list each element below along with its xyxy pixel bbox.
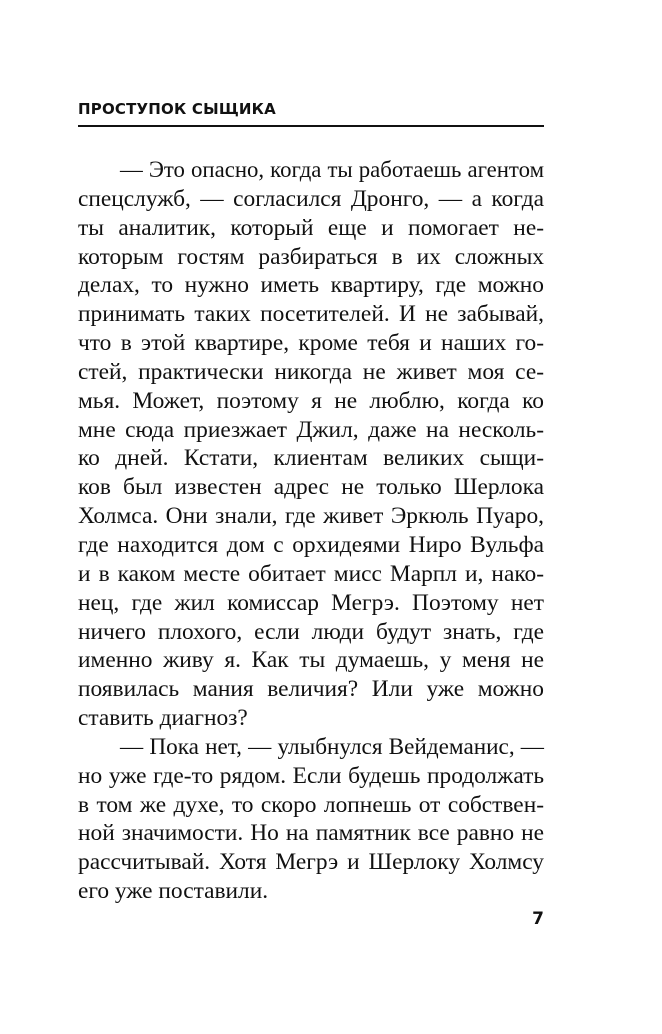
text-line: ной значимости. Но на памятник все равно не — [78, 820, 544, 847]
text-line: ничего плохого, если люди будут знать, где — [78, 618, 544, 645]
text-line: но уже где-то рядом. Если будешь продолжать — [78, 762, 544, 789]
body-text — [78, 156, 544, 906]
text-line: ков был известен адрес не только Шерлока — [78, 474, 544, 501]
text-line: нец, где жил комиссар Мегрэ. Поэтому нет — [78, 589, 544, 616]
text-line: — Пока нет, — улыбнулся Вейдеманис, — — [120, 733, 544, 760]
text-line: — Это опасно, когда ты работаешь агентом — [120, 157, 544, 182]
running-title: ПРОСТУПОК СЫЩИКА — [78, 100, 276, 118]
text-line: мне сюда приезжает Джил, даже на несколь- — [78, 416, 544, 443]
text-line: делах, то нужно иметь квартиру, где можно — [78, 272, 544, 299]
text-line: что в этой квартире, кроме тебя и наших го- — [78, 330, 544, 357]
text-line: и в каком месте обитает мисс Марпл и, нако- — [78, 560, 544, 587]
text-line: рассчитывай. Хотя Мегрэ и Шерлоку Холмсу — [78, 849, 544, 876]
text-line: где находится дом с орхидеями Ниро Вульфа — [78, 531, 544, 558]
text-line: в том же духе, то скоро лопнешь от собствен- — [78, 791, 544, 818]
text-line: его уже поставили. — [78, 878, 269, 905]
text-line: спецслужб, — согласился Дронго, — а когда — [78, 185, 544, 212]
text-line: Холмса. Они знали, где живет Эркюль Пуаро, — [78, 503, 544, 530]
text-line: мья. Может, поэтому я не люблю, когда ко — [78, 387, 544, 414]
text-line: стей, практически никогда не живет моя се- — [78, 358, 544, 385]
text-line: появилась мания величия? Или уже можно — [78, 676, 544, 703]
text-line: ты аналитик, который еще и помогает не- — [78, 214, 544, 241]
text-line: ставить диагноз? — [78, 705, 248, 732]
text-line: которым гостям разбираться в их сложных — [78, 243, 544, 270]
text-line: ко дней. Кстати, клиентам великих сыщи- — [78, 445, 544, 472]
text-line: принимать таких посетителей. И не забывай, — [78, 301, 544, 328]
header-rule — [78, 125, 544, 127]
text-line: именно живу я. Как ты думаешь, у меня не — [78, 647, 544, 674]
page-number: 7 — [532, 909, 544, 929]
